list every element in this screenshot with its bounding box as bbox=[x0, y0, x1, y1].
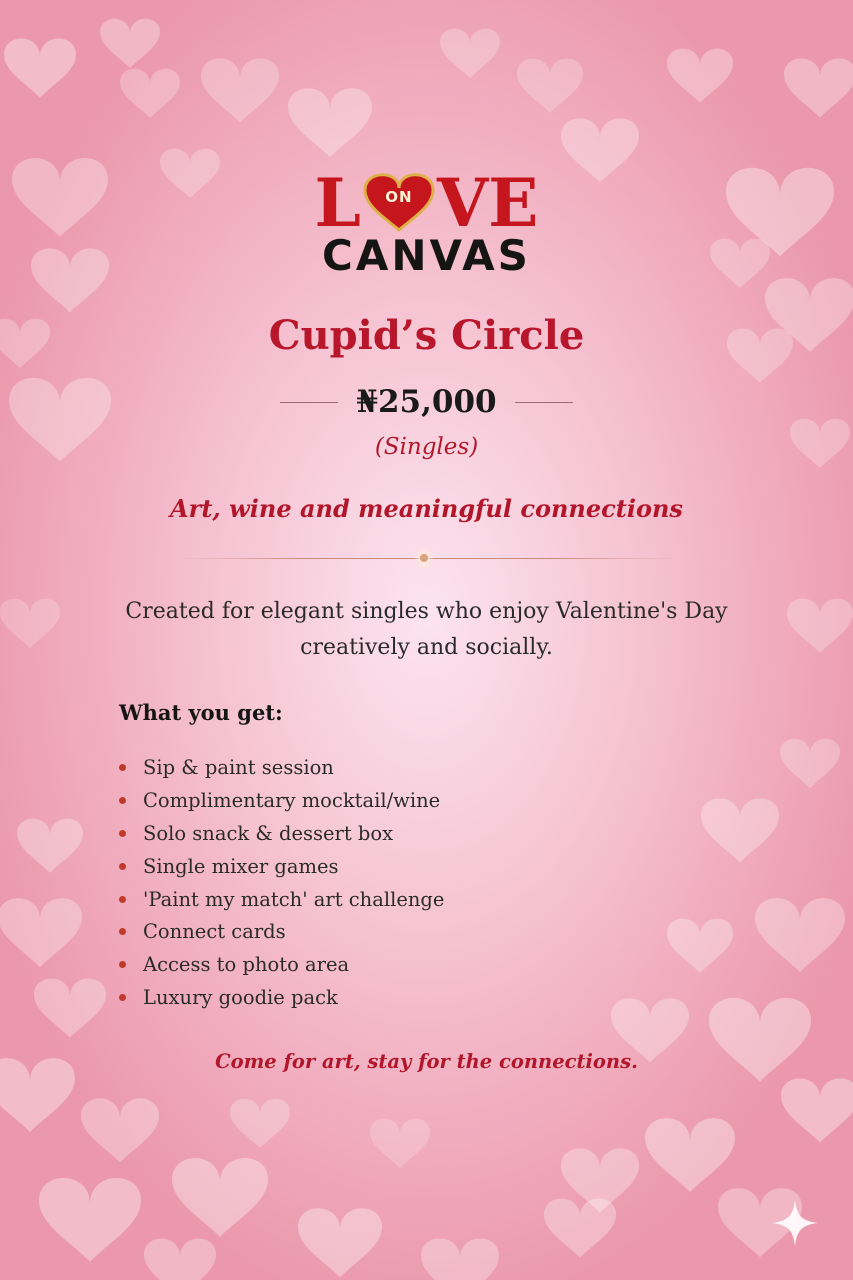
price-right-rule bbox=[515, 402, 573, 403]
what-you-get-heading: What you get: bbox=[119, 700, 283, 725]
package-title: Cupid’s Circle bbox=[268, 312, 585, 359]
list-item bbox=[119, 984, 444, 1017]
price-note: (Singles) bbox=[374, 434, 479, 460]
list-item bbox=[119, 918, 444, 951]
list-item-label: Access to photo area bbox=[143, 953, 350, 977]
list-item-label: Connect cards bbox=[143, 920, 286, 944]
benefits-list bbox=[119, 754, 444, 1017]
logo-letter-l: L bbox=[314, 164, 361, 242]
bullet-icon bbox=[119, 896, 126, 903]
price-row bbox=[0, 384, 853, 420]
bullet-icon bbox=[119, 994, 126, 1001]
list-item bbox=[119, 951, 444, 984]
bullet-icon bbox=[119, 830, 126, 837]
closing-line: Come for art, stay for the connections. bbox=[215, 1050, 638, 1073]
bullet-icon bbox=[119, 928, 126, 935]
bullet-icon bbox=[119, 764, 126, 771]
list-item-label: Luxury goodie pack bbox=[143, 986, 338, 1010]
list-item bbox=[119, 853, 444, 886]
price-left-rule bbox=[280, 402, 338, 403]
list-item-label: 'Paint my match' art challenge bbox=[143, 887, 445, 911]
list-item-label: Sip & paint session bbox=[143, 756, 334, 779]
love-on-canvas-logo bbox=[0, 164, 853, 280]
logo-canvas-text: CANVAS bbox=[322, 231, 531, 280]
logo-heart-icon bbox=[361, 170, 437, 236]
package-price: ₦25,000 bbox=[356, 384, 497, 420]
list-item-label: Single mixer games bbox=[143, 854, 339, 878]
list-item bbox=[119, 787, 444, 820]
bullet-icon bbox=[119, 797, 126, 804]
list-item bbox=[119, 754, 444, 787]
list-item-label: Solo snack & dessert box bbox=[143, 821, 394, 845]
list-item bbox=[119, 886, 444, 919]
package-description: Created for elegant singles who enjoy Valentine's Day creatively and socially. bbox=[125, 599, 728, 660]
list-item-label: Complimentary mocktail/wine bbox=[143, 788, 441, 812]
logo-letters-ve: VE bbox=[436, 164, 539, 242]
ornament-divider bbox=[178, 558, 678, 559]
tagline: Art, wine and meaningful connections bbox=[170, 494, 683, 523]
divider-sparkle-icon bbox=[420, 554, 428, 562]
logo-heart-text: ON bbox=[385, 188, 413, 206]
bullet-icon bbox=[119, 863, 126, 870]
list-item bbox=[119, 820, 444, 853]
bullet-icon bbox=[119, 961, 126, 968]
sparkle-icon bbox=[770, 1198, 820, 1248]
